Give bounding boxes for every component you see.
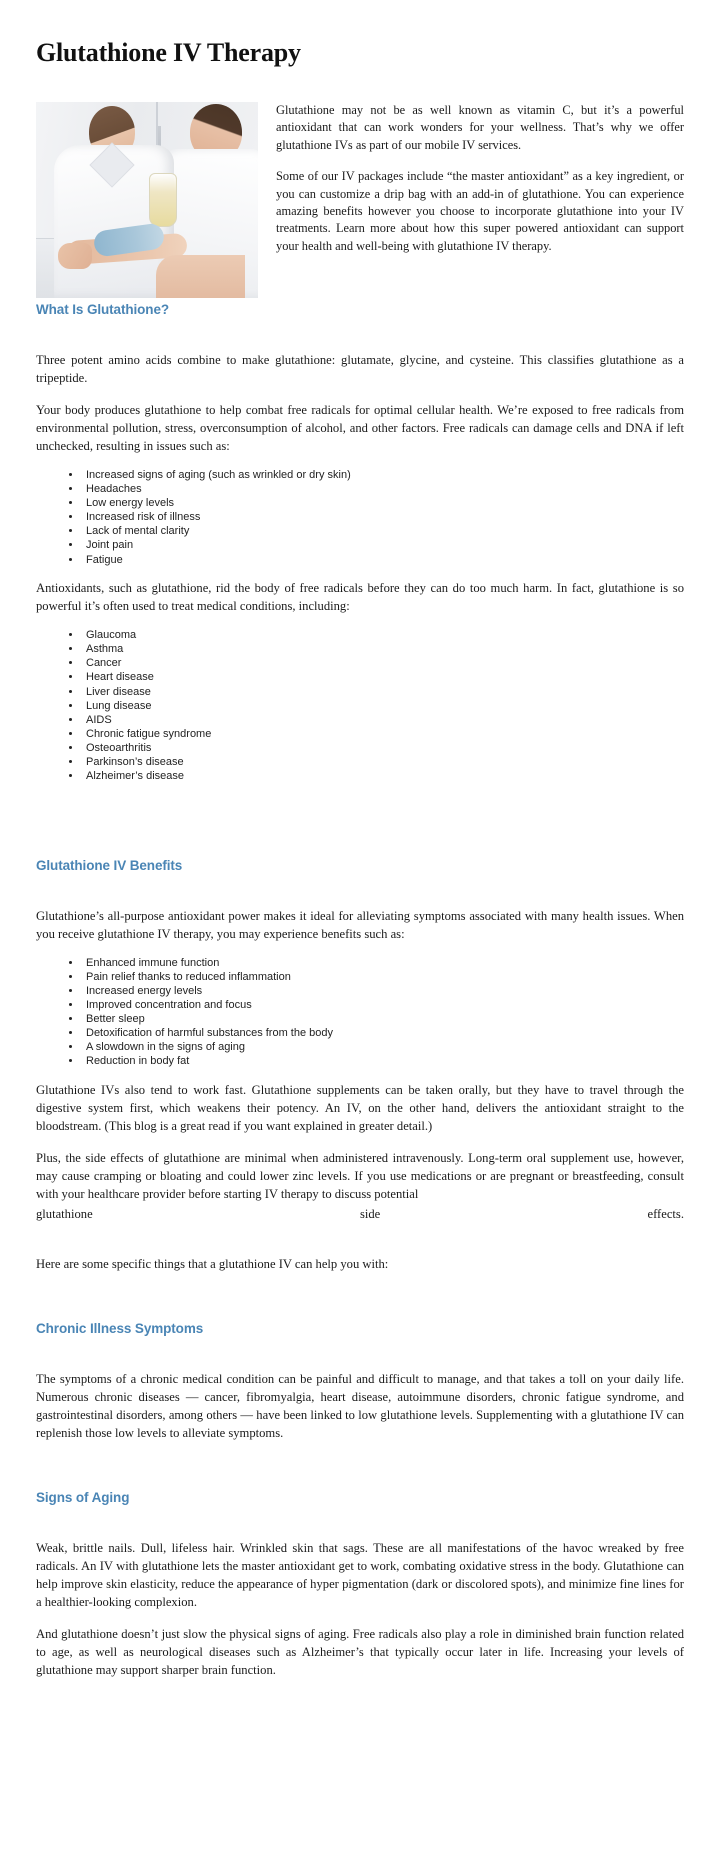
spacer bbox=[36, 1287, 684, 1321]
list-item: • Parkinson’s disease bbox=[82, 756, 684, 770]
spacer bbox=[36, 1505, 684, 1539]
spacer bbox=[36, 1336, 684, 1370]
list-item: • Cancer bbox=[82, 657, 684, 671]
list-item: • Reduction in body fat bbox=[82, 1055, 684, 1069]
list-medical-conditions bbox=[36, 629, 684, 784]
paragraph-free-radicals: Your body produces glutathione to help combat free radicals for optimal cellular health. We’re exposed to free radicals from environmental pollution, stress, overconsumption of alcohol, and other factors. Free radicals can damage cells and DNA if left unchecked, resulting in issues such as: bbox=[36, 403, 684, 453]
hero-paragraph-2: Some of our IV packages include “the master antioxidant” as a key ingredient, or you can customize a drip bag with an add-in of glutathione. You can experience amazing benefits however you choose to incorporate glutathione into your IV treatments. Learn more about how this super powered antioxidant can support your health and well-being with glutathione IV therapy. bbox=[276, 169, 684, 253]
page-title: Glutathione IV Therapy bbox=[36, 38, 301, 67]
list-item: • Better sleep bbox=[82, 1013, 684, 1027]
section-heading-chronic-illness-symptoms: Chronic Illness Symptoms bbox=[36, 1320, 204, 1336]
list-item: • Detoxification of harmful substances from the body bbox=[82, 1027, 684, 1041]
paragraph-chronic-illness: The symptoms of a chronic medical condition can be painful and difficult to manage, and that takes a toll on your daily life. Numerous chronic diseases — cancer, fibromyalgia, heart disease, autoimmune disorders, chronic fatigue syndrome, and gastrointestinal disorders, among others — have been linked to low glutathione levels. Supplementing with a glutathione IV can replenish those low levels to alleviate symptoms. bbox=[36, 1371, 684, 1440]
section-heading-glutathione-iv-benefits: Glutathione IV Benefits bbox=[36, 857, 183, 873]
list-item: • Pain relief thanks to reduced inflammation bbox=[82, 971, 684, 985]
paragraph-antioxidants: Antioxidants, such as glutathione, rid the body of free radicals before they can do too much harm. In fact, glutathione is so powerful it’s often used to treat medical conditions, including: bbox=[36, 581, 684, 614]
hero-paragraph-1: Glutathione may not be as well known as vitamin C, but it’s a powerful antioxidant that can work wonders for your wellness. That’s why we offer glutathione IVs as part of our mobile IV services. bbox=[276, 103, 684, 152]
list-item: • Headaches bbox=[82, 483, 684, 497]
spacer bbox=[36, 1456, 684, 1490]
side-effects-word-1: glutathione bbox=[36, 1206, 93, 1221]
list-item: • A slowdown in the signs of aging bbox=[82, 1041, 684, 1055]
clinician-administering-iv-photo bbox=[36, 102, 258, 298]
photo-iv-bag bbox=[149, 173, 177, 227]
list-free-radical-issues bbox=[36, 469, 684, 567]
list-benefits bbox=[36, 957, 684, 1069]
list-item: • Liver disease bbox=[82, 686, 684, 700]
list-item: • Lung disease bbox=[82, 700, 684, 714]
hero-block bbox=[36, 102, 684, 302]
spacer bbox=[36, 317, 684, 351]
list-item: • Fatigue bbox=[82, 554, 684, 568]
list-item: • Osteoarthritis bbox=[82, 742, 684, 756]
side-effects-word-3: effects. bbox=[647, 1206, 684, 1221]
list-item: • Increased energy levels bbox=[82, 985, 684, 999]
paragraph-side-effects: Plus, the side effects of glutathione are minimal when administered intravenously. Long-term oral supplement use, however, may cause cramping or bloating and could lower zinc levels. If you use medications or are pregnant or breastfeeding, consult with your healthcare provider before starting IV therapy to discuss potential bbox=[36, 1150, 684, 1201]
list-item: • Heart disease bbox=[82, 671, 684, 685]
paragraph-signs-of-aging-2: And glutathione doesn’t just slow the physical signs of aging. Free radicals also play a role in diminished brain function related to age, as well as neurological diseases such as Alzheimer’s that typically occur later in life. Increasing your levels of glutathione may support sharper brain function. bbox=[36, 1626, 684, 1677]
list-item: • Lack of mental clarity bbox=[82, 525, 684, 539]
list-item: • AIDS bbox=[82, 714, 684, 728]
list-item: • Alzheimer’s disease bbox=[82, 770, 684, 784]
list-item: • Asthma bbox=[82, 643, 684, 657]
list-item: • Improved concentration and focus bbox=[82, 999, 684, 1013]
list-item: • Enhanced immune function bbox=[82, 957, 684, 971]
list-item: • Increased signs of aging (such as wrinkled or dry skin) bbox=[82, 469, 684, 483]
paragraph-specific-things: Here are some specific things that a glutathione IV can help you with: bbox=[36, 1256, 389, 1271]
side-effects-word-2: side bbox=[359, 1206, 381, 1221]
section-heading-signs-of-aging: Signs of Aging bbox=[36, 1489, 130, 1505]
spacer bbox=[36, 796, 684, 858]
photo-patient-hand bbox=[58, 243, 92, 269]
list-item: • Increased risk of illness bbox=[82, 511, 684, 525]
hero-image bbox=[36, 102, 258, 298]
paragraph-side-effects-last-line bbox=[36, 1205, 684, 1241]
paragraph-benefits-intro: Glutathione’s all-purpose antioxidant power makes it ideal for alleviating symptoms associated with many health issues. When you receive glutathione IV therapy, you may experience benefits such as: bbox=[36, 908, 684, 941]
list-item: • Glaucoma bbox=[82, 629, 684, 643]
list-item: • Low energy levels bbox=[82, 497, 684, 511]
section-heading-what-is-glutathione: What Is Glutathione? bbox=[36, 302, 169, 317]
paragraph-signs-of-aging-1: Weak, brittle nails. Dull, lifeless hair. Wrinkled skin that sags. These are all manifestations of the havoc wreaked by free radicals. An IV with glutathione lets the master antioxidant get to work, combating oxidative stress in the body. Glutathione can help improve skin elasticity, reduce the appearance of hyper pigmentation (dark or discolored spots), and minimize fine lines for a healthier-looking complexion. bbox=[36, 1540, 684, 1609]
photo-patient-leg bbox=[156, 255, 245, 298]
list-item: • Joint pain bbox=[82, 539, 684, 553]
list-item: • Chronic fatigue syndrome bbox=[82, 728, 684, 742]
paragraph-tripeptide: Three potent amino acids combine to make glutathione: glutamate, glycine, and cysteine. This classifies glutathione as a tripeptide. bbox=[36, 353, 684, 385]
paragraph-work-fast: Glutathione IVs also tend to work fast. Glutathione supplements can be taken orally, but they have to travel through the digestive system first, which weakens their potency. An IV, on the other hand, delivers the antioxidant straight to the bloodstream. (This blog is a great read if you want explained in greater detail.) bbox=[36, 1082, 684, 1133]
spacer bbox=[36, 873, 684, 907]
